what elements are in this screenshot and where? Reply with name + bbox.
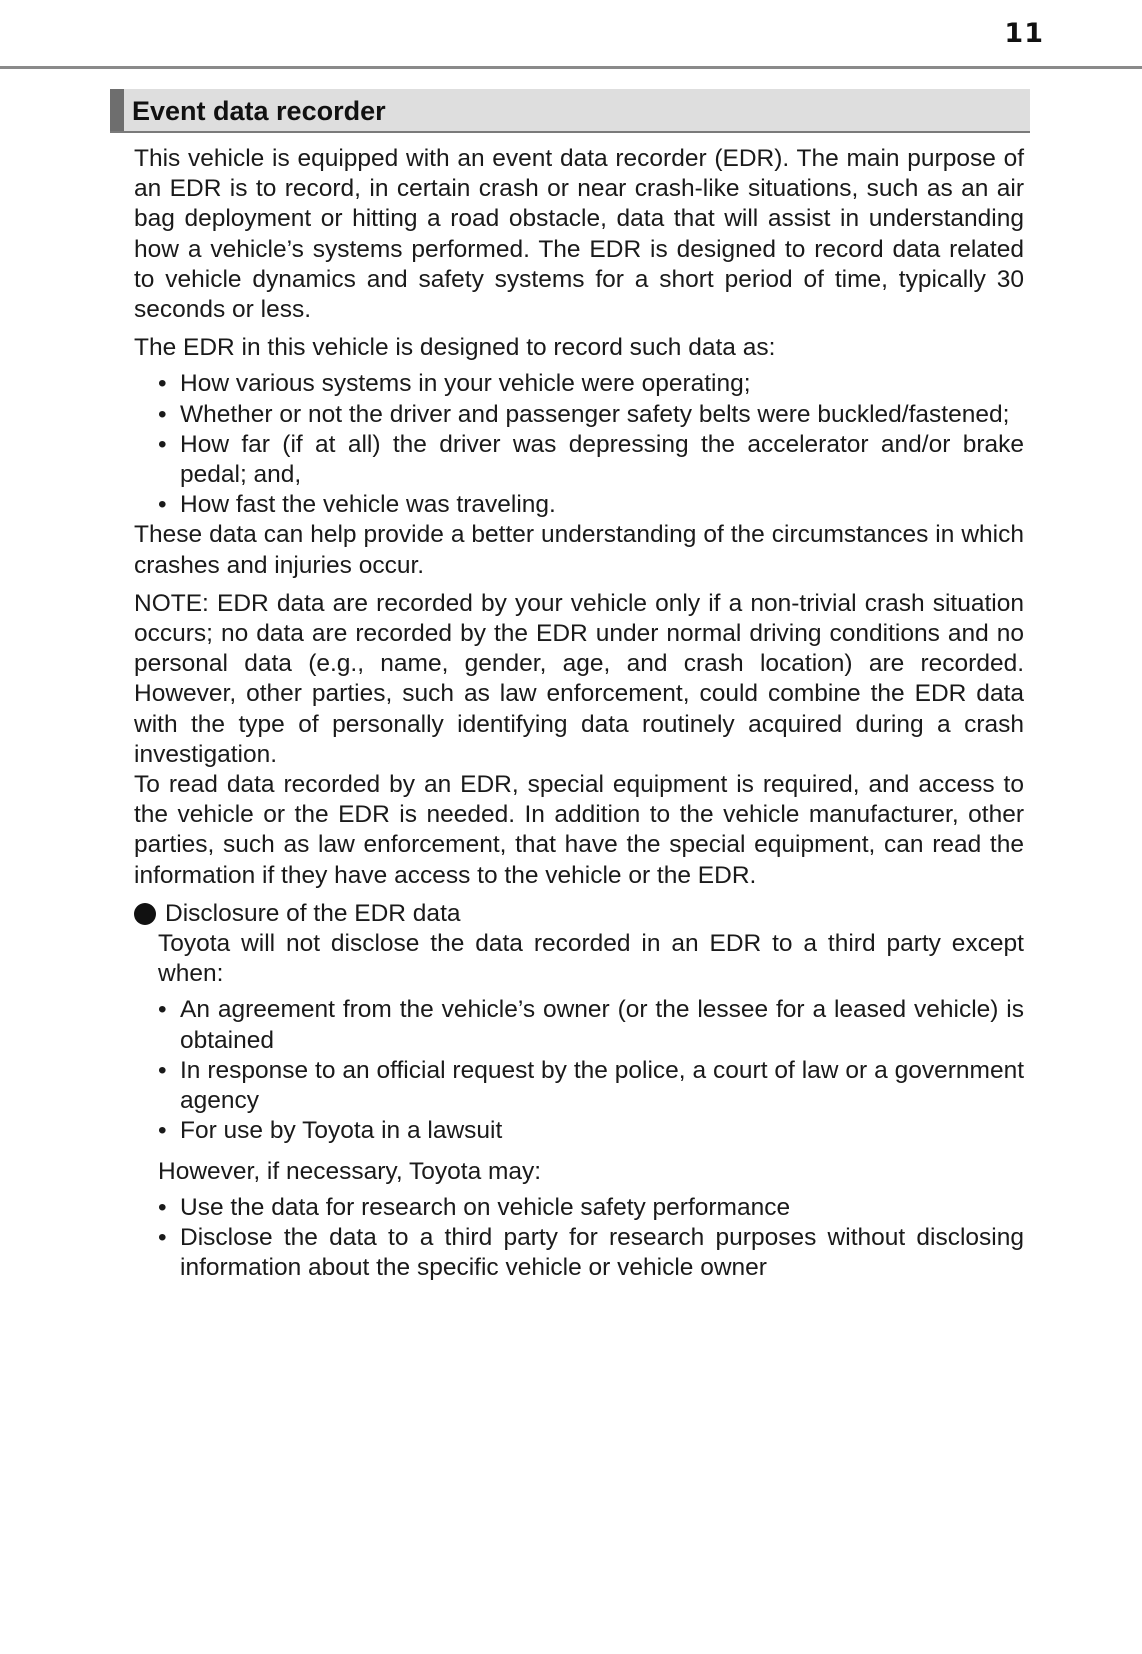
section-header xyxy=(110,89,1030,133)
list-item: • Use the data for research on vehicle safety performance xyxy=(158,1193,1024,1223)
read-data-paragraph: To read data recorded by an EDR, special equipment is required, and access to the vehicle or the EDR is needed. In addition to the vehicle manufacturer, other parties, such as law enforcement, that have the special equipment, can read the information if they have access to the vehicle or the EDR. xyxy=(134,771,1024,889)
disclosure-section xyxy=(158,929,1024,1283)
bullet-icon: • xyxy=(158,491,167,519)
except-items-list xyxy=(158,995,1024,1146)
list-item: • In response to an official request by the police, a court of law or a government agency xyxy=(158,1056,1024,1115)
bullet-icon: • xyxy=(158,1056,167,1084)
bullet-icon: • xyxy=(158,430,167,458)
list-item: • Disclose the data to a third party for research purposes without disclosing information about the specific vehicle or vehicle owner xyxy=(158,1223,1024,1282)
disclosure-lead-paragraph: Toyota will not disclose the data recorded in an EDR to a third party except when: xyxy=(158,930,1024,988)
note-paragraph: NOTE: EDR data are recorded by your vehicle only if a non-trivial crash situation occurs; no data are recorded by the EDR under normal driving conditions and no personal data (e.g., name, gender, age, and crash location) are recorded. However, other parties, such as law enforcement, could combine the EDR data with the type of personally identifying data routinely acquired during a crash investigation. xyxy=(134,589,1024,768)
list-item: • How fast the vehicle was traveling. xyxy=(158,490,1024,520)
header-divider xyxy=(0,66,1142,69)
bullet-icon: • xyxy=(158,1117,167,1145)
bullet-icon: • xyxy=(158,996,167,1024)
bullet-icon: • xyxy=(158,1193,167,1221)
list-item: • For use by Toyota in a lawsuit xyxy=(158,1116,1024,1146)
section-header-accent-bar xyxy=(110,89,124,131)
record-items-list xyxy=(158,369,1024,520)
however-lead-paragraph: However, if necessary, Toyota may: xyxy=(158,1157,542,1185)
bullet-icon: • xyxy=(158,370,167,398)
list-item: • How various systems in your vehicle were operating; xyxy=(158,369,1024,399)
list-item: • Whether or not the driver and passenger safety belts were buckled/fastened; xyxy=(158,400,1024,430)
section-title: Event data recorder xyxy=(132,96,386,126)
disclosure-heading xyxy=(134,899,1024,929)
record-lead-paragraph: The EDR in this vehicle is designed to record such data as: xyxy=(134,334,776,362)
disclosure-heading-text: Disclosure of the EDR data xyxy=(165,899,461,927)
document-body xyxy=(134,144,1024,1283)
list-item: • An agreement from the vehicle’s owner (or the lessee for a leased vehicle) is obtained xyxy=(158,996,1024,1054)
record-summary-paragraph: These data can help provide a better understanding of the circumstances in which crashes and injuries occur. xyxy=(134,521,1024,579)
bullet-icon: • xyxy=(158,400,167,428)
bullet-icon: • xyxy=(158,1223,167,1251)
may-items-list xyxy=(158,1193,1024,1284)
filled-circle-icon xyxy=(134,903,156,925)
page-number: 11 xyxy=(1004,18,1044,49)
intro-paragraph: This vehicle is equipped with an event data recorder (EDR). The main purpose of an EDR is to record, in certain crash or near crash-like situations, such as an air bag deployment or hitting a road obstacle, data that will assist in understanding how a vehicle’s systems performed. The EDR is designed to record data related to vehicle dynamics and safety systems for a short period of time, typically 30 seconds or less. xyxy=(134,145,1024,324)
list-item: • How far (if at all) the driver was depressing the accelerator and/or brake pedal; and, xyxy=(158,430,1024,489)
